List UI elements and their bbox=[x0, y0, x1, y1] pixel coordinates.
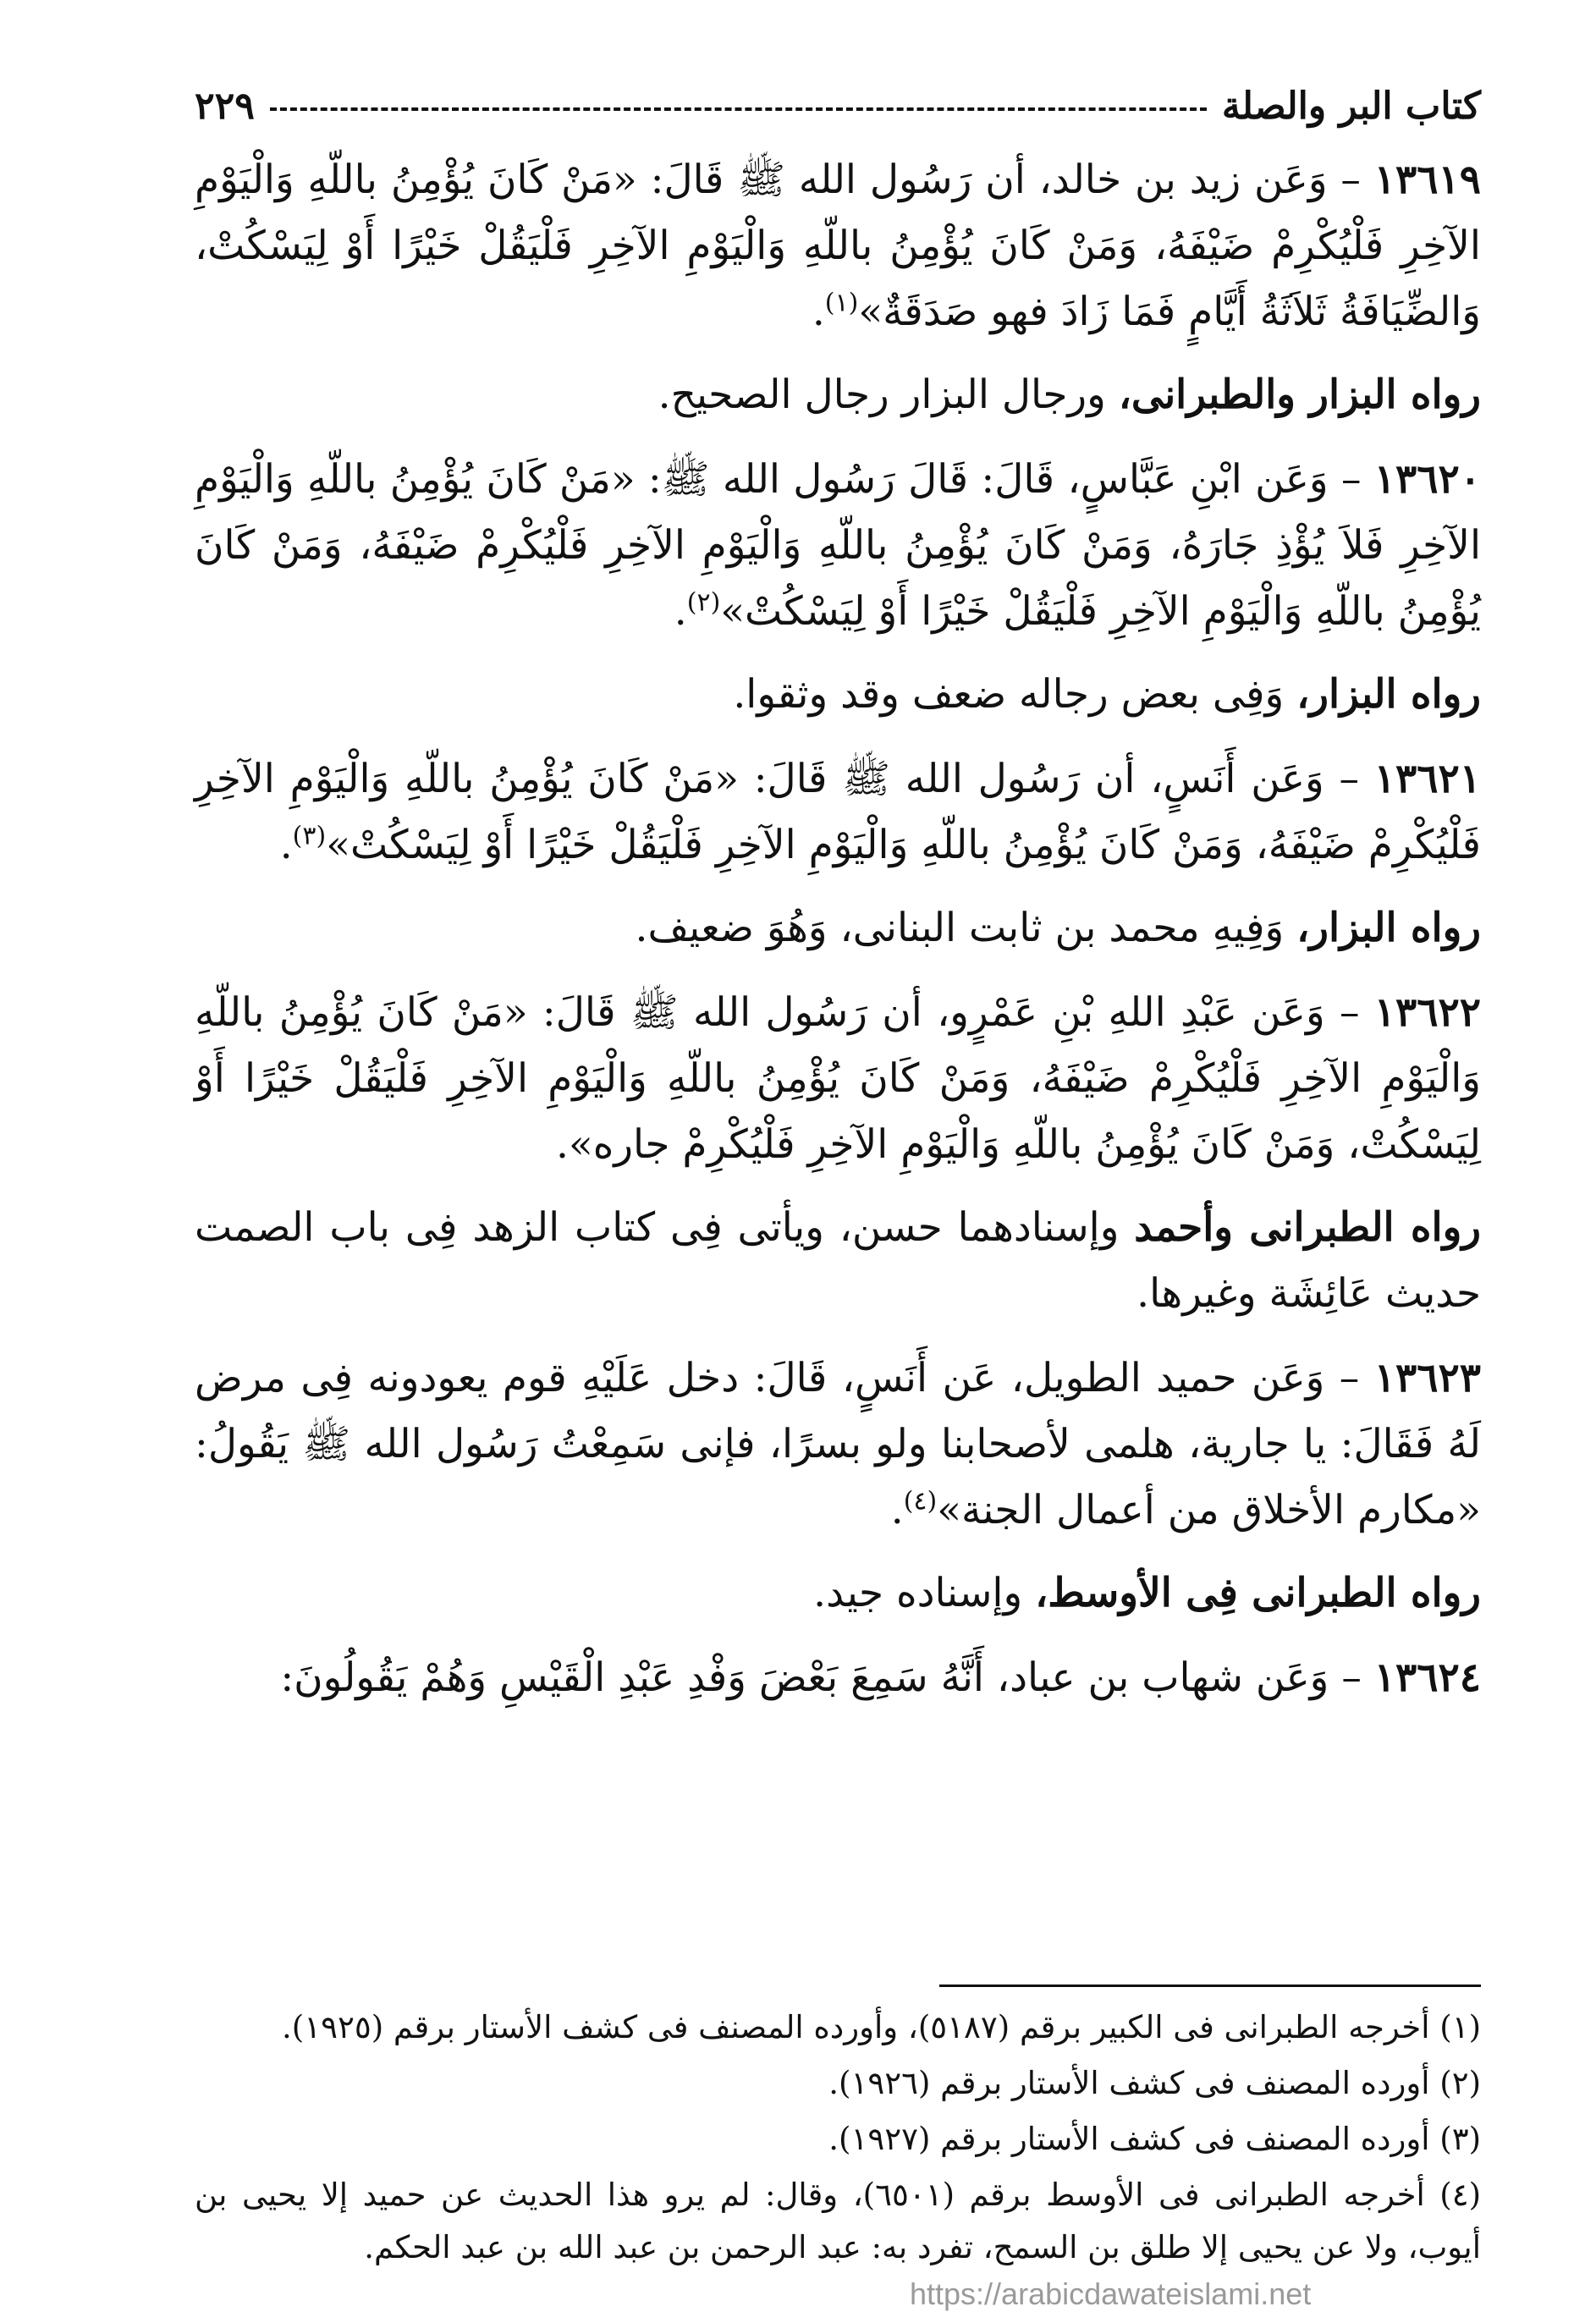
footnote-separator bbox=[939, 1984, 1481, 1987]
hadith-number: ١٣٦٢٤ bbox=[1373, 1654, 1481, 1701]
footnote-ref: (٣) bbox=[292, 821, 327, 851]
footnote-ref: (١) bbox=[824, 288, 859, 318]
narrators: رواه البزار، bbox=[1296, 671, 1481, 718]
hadith-number: ١٣٦١٩ bbox=[1373, 157, 1481, 203]
header-dashed-rule bbox=[270, 107, 1207, 111]
footnote-4: (٤) أخرجه الطبرانى فى الأوسط برقم (٦٥٠١)، وقال: لم يرو هذا الحديث عن حميد إلا يحيى بن أيوب، ولا عن يحيى إلا طلق بن السمح، تفرد به: عبد الرحمن بن عبد الله بن عبد الحكم. bbox=[195, 2177, 1481, 2265]
hadith-13624: ١٣٦٢٤ – وَعَن شهاب بن عباد، أَنَّهُ سَمِعَ بَعْضَ وَفْدِ عَبْدِ الْقَيْسِ وَهُمْ يَقُولُونَ: bbox=[280, 1654, 1481, 1701]
narration-note bbox=[195, 895, 1481, 961]
running-header bbox=[195, 76, 1481, 135]
grading: وَفِى بعض رجاله ضعف وقد وثقوا. bbox=[733, 671, 1297, 718]
footnote-3: (٣) أورده المصنف فى كشف الأستار برقم (١٩٢٧). bbox=[828, 2121, 1481, 2157]
grading: وإسناده جيد. bbox=[813, 1570, 1036, 1616]
hadith-13619: ١٣٦١٩ – وَعَن زيد بن خالد، أن رَسُول الله ﷺ قَالَ: «مَنْ كَانَ يُؤْمِنُ باللّهِ وَالْيَوْمِ الآخِرِ فَلْيُكْرِمْ ضَيْفَهُ، وَمَنْ كَانَ يُؤْمِنُ باللّهِ وَالْيَوْمِ الآخِرِ فَلْيَقُلْ خَيْرًا أَوْ لِيَسْكُتْ، وَالضِّيَافَةُ ثَلاَثَةُ أَيَّامٍ فَمَا زَادَ فهو صَدَقَةٌ»$^{(١)}$. bbox=[195, 157, 1481, 335]
narration-note bbox=[195, 1561, 1481, 1627]
book-title: كتاب البر والصلة bbox=[1221, 84, 1481, 128]
page-number: ٢٢٩ bbox=[195, 84, 255, 128]
footnote-1: (١) أخرجه الطبرانى فى الكبير برقم (٥١٨٧)، وأورده المصنف فى كشف الأستار برقم (١٩٢٥). bbox=[282, 2009, 1481, 2045]
narrators: رواه البزار، bbox=[1296, 905, 1481, 951]
hadith-13623: ١٣٦٢٣ – وَعَن حميد الطويل، عَن أَنَسٍ، قَالَ: دخل عَلَيْهِ قوم يعودونه فِى مرض لَهُ فَقَالَ: يا جارية، هلمى لأصحابنا ولو بسرًا، فإنى سَمِعْتُ رَسُول الله ﷺ يَقُولُ: «مكارم الأخلاق من أعمال الجنة»$^{(٤)}$. bbox=[195, 1355, 1481, 1533]
narration-note bbox=[195, 362, 1481, 428]
hadith-number: ١٣٦٢٠ bbox=[1373, 456, 1481, 503]
hadith-text: وَعَن حميد الطويل، عَن أَنَسٍ، قَالَ: دخل عَلَيْهِ قوم يعودونه فِى مرض لَهُ فَقَالَ: يا جارية، هلمى لأصحابنا ولو بسرًا، فإنى سَمِعْتُ رَسُول الله ﷺ يَقُولُ: «مكارم الأخلاق من أعمال الجنة» bbox=[195, 1355, 1481, 1533]
narration-note bbox=[195, 662, 1481, 728]
hadith-13620: ١٣٦٢٠ – وَعَن ابْنِ عَبَّاسٍ، قَالَ: قَالَ رَسُول الله ﷺ: «مَنْ كَانَ يُؤْمِنُ باللّهِ وَالْيَوْمِ الآخِرِ فَلاَ يُؤْذِ جَارَهُ، وَمَنْ كَانَ يُؤْمِنُ باللّهِ وَالْيَوْمِ الآخِرِ فَلْيُكْرِمْ ضَيْفَهُ، وَمَنْ كَانَ يُؤْمِنُ باللّهِ وَالْيَوْمِ الآخِرِ فَلْيَقُلْ خَيْرًا أَوْ لِيَسْكُتْ»$^{(٢)}$. bbox=[195, 456, 1481, 635]
hadith-number: ١٣٦٢٣ bbox=[1373, 1355, 1481, 1401]
hadith-13622: ١٣٦٢٢ – وَعَن عَبْدِ اللهِ بْنِ عَمْرٍو، أن رَسُول الله ﷺ قَالَ: «مَنْ كَانَ يُؤْمِنُ باللّهِ وَالْيَوْمِ الآخِرِ فَلْيُكْرِمْ ضَيْفَهُ، وَمَنْ كَانَ يُؤْمِنُ باللّهِ وَالْيَوْمِ الآخِرِ فَلْيَقُلْ خَيْرًا أَوْ لِيَسْكُتْ، وَمَنْ كَانَ يُؤْمِنُ باللّهِ وَالْيَوْمِ الآخِرِ فَلْيُكْرِمْ جاره». bbox=[195, 989, 1481, 1168]
grading: ورجال البزار رجال الصحيح. bbox=[658, 372, 1119, 418]
footnotes bbox=[195, 2001, 1481, 2277]
narrators: رواه الطبرانى فِى الأوسط، bbox=[1035, 1570, 1481, 1616]
hadith-text: وَعَن زيد بن خالد، أن رَسُول الله ﷺ قَالَ: «مَنْ كَانَ يُؤْمِنُ باللّهِ وَالْيَوْمِ الآخِرِ فَلْيُكْرِمْ ضَيْفَهُ، وَمَنْ كَانَ يُؤْمِنُ باللّهِ وَالْيَوْمِ الآخِرِ فَلْيَقُلْ خَيْرًا أَوْ لِيَسْكُتْ، وَالضِّيَافَةُ ثَلاَثَةُ أَيَّامٍ فَمَا زَادَ فهو صَدَقَةٌ» bbox=[195, 157, 1481, 335]
footnote-ref: (٤) bbox=[903, 1486, 938, 1517]
footnote-2: (٢) أورده المصنف فى كشف الأستار برقم (١٩٢٦). bbox=[828, 2065, 1481, 2101]
narrators: رواه الطبرانى وأحمد bbox=[1134, 1204, 1481, 1251]
main-text bbox=[195, 147, 1481, 1711]
hadith-13621: ١٣٦٢١ – وَعَن أَنَسٍ، أن رَسُول الله ﷺ قَالَ: «مَنْ كَانَ يُؤْمِنُ باللّهِ وَالْيَوْمِ الآخِرِ فَلْيُكْرِمْ ضَيْفَهُ، وَمَنْ كَانَ يُؤْمِنُ باللّهِ وَالْيَوْمِ الآخِرِ فَلْيَقُلْ خَيْرًا أَوْ لِيَسْكُتْ»$^{(٣)}$. bbox=[195, 756, 1481, 868]
footnote-ref: (٢) bbox=[686, 587, 721, 618]
hadith-number: ١٣٦٢١ bbox=[1373, 756, 1481, 802]
narrators: رواه البزار والطبرانى، bbox=[1118, 372, 1481, 418]
document-page bbox=[195, 76, 1481, 2276]
hadith-text: وَعَن عَبْدِ اللهِ بْنِ عَمْرٍو، أن رَسُول الله ﷺ قَالَ: «مَنْ كَانَ يُؤْمِنُ باللّهِ وَالْيَوْمِ الآخِرِ فَلْيُكْرِمْ ضَيْفَهُ، وَمَنْ كَانَ يُؤْمِنُ باللّهِ وَالْيَوْمِ الآخِرِ فَلْيَقُلْ خَيْرًا أَوْ لِيَسْكُتْ، وَمَنْ كَانَ يُؤْمِنُ باللّهِ وَالْيَوْمِ الآخِرِ فَلْيُكْرِمْ جاره». bbox=[195, 989, 1481, 1168]
grading: وإسنادهما حسن، ويأتى فِى كتاب الزهد فِى باب الصمت حديث عَائِشَة وغيرها. bbox=[195, 1204, 1481, 1317]
grading: وَفِيهِ محمد بن ثابت البنانى، وَهُوَ ضعيف. bbox=[635, 905, 1297, 951]
watermark-url: https://arabicdawateislami.net bbox=[910, 2276, 1312, 2311]
hadith-text: وَعَن ابْنِ عَبَّاسٍ، قَالَ: قَالَ رَسُول الله ﷺ: «مَنْ كَانَ يُؤْمِنُ باللّهِ وَالْيَوْمِ الآخِرِ فَلاَ يُؤْذِ جَارَهُ، وَمَنْ كَانَ يُؤْمِنُ باللّهِ وَالْيَوْمِ الآخِرِ فَلْيُكْرِمْ ضَيْفَهُ، وَمَنْ كَانَ يُؤْمِنُ باللّهِ وَالْيَوْمِ الآخِرِ فَلْيَقُلْ خَيْرًا أَوْ لِيَسْكُتْ» bbox=[195, 456, 1481, 635]
hadith-text: وَعَن شهاب بن عباد، أَنَّهُ سَمِعَ بَعْضَ وَفْدِ عَبْدِ الْقَيْسِ وَهُمْ يَقُولُونَ: bbox=[280, 1654, 1329, 1701]
hadith-number: ١٣٦٢٢ bbox=[1373, 989, 1481, 1036]
narration-note bbox=[195, 1195, 1481, 1327]
hadith-text: وَعَن أَنَسٍ، أن رَسُول الله ﷺ قَالَ: «مَنْ كَانَ يُؤْمِنُ باللّهِ وَالْيَوْمِ الآخِرِ فَلْيُكْرِمْ ضَيْفَهُ، وَمَنْ كَانَ يُؤْمِنُ باللّهِ وَالْيَوْمِ الآخِرِ فَلْيَقُلْ خَيْرًا أَوْ لِيَسْكُتْ» bbox=[195, 756, 1481, 868]
